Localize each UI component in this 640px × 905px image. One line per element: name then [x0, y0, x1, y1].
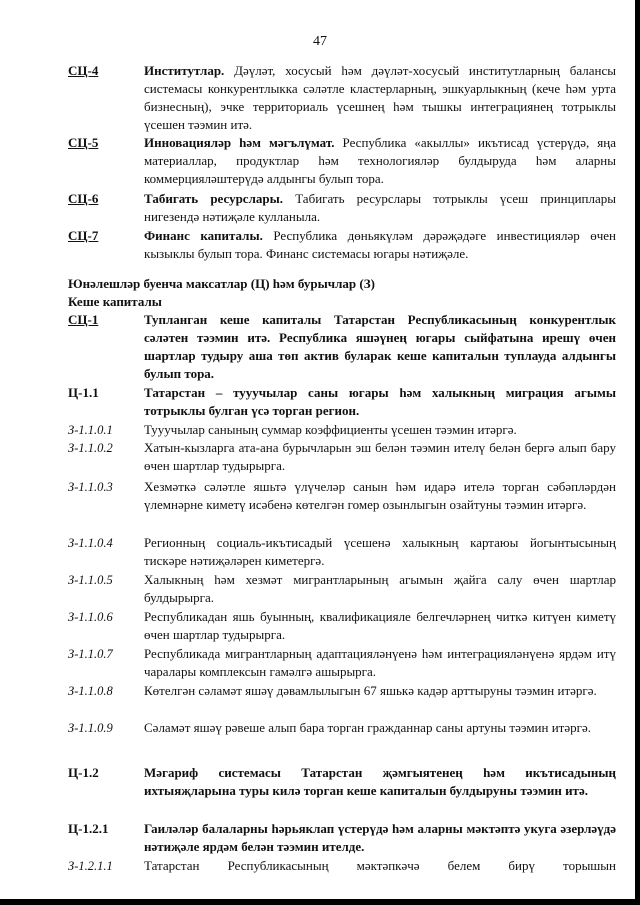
task-code: З-1.1.0.3 [68, 480, 113, 494]
task-text: Хезмәткә сәләтле яшьтә үлүчеләр санын һәм идарә ителә торган сәбәпләрдән үлемнәрне киметү исәбенә көтелгән гомер озынлыгын озайтуны тәэмин итәргә. [144, 479, 616, 512]
goal-body: Дәүләт, хосусый һәм дәүләт-хосусый институтларның балансы системасы конкурентлыкка сәләтле кластерларның, эшкуарлыкның (кече һәм урта бизнесның), эчке территориаль үсешнең һәм тышкы интеграциянең тотрыклы үсешен тәэмин итә. [144, 63, 616, 132]
goal-code: СЦ-7 [68, 228, 99, 243]
goal-text: Тупланган кеше капиталы Татарстан Республикасының конкурентлык сәләтен тәэмин итә. Республика яшәүнең югары сыйфатына ирешү өчен шартлар тудыру аша төп актив буларак кеше капиталын туплауда алдынгы булып тора. [144, 312, 616, 381]
goal-title: Табигать ресурслары. [144, 191, 284, 206]
target-code: Ц-1.2 [68, 765, 99, 780]
goal-code: СЦ-5 [68, 135, 99, 150]
target-code: Ц-1.1 [68, 385, 99, 400]
task-code: З-1.1.0.1 [68, 423, 113, 437]
task-text: Республикада мигрантларның адаптацияләнүенә һәм интеграцияләнүенә ярдәм итү чаралары комплексын гамәлгә ашырырга. [144, 646, 616, 679]
task-text: Татарстан Республикасының мәктәпкәчә белем бирү торышын [144, 858, 616, 873]
task-code: З-1.1.0.6 [68, 610, 113, 624]
task-text: Халыкның һәм хезмәт мигрантларының агымын җайга салу өчен шартлар булдырырга. [144, 572, 616, 605]
page-number: 47 [313, 34, 327, 49]
section-heading: Юнәлешләр буенча максатлар (Ц) һәм бурычлар (З) [68, 276, 375, 291]
target-text: Гаиләләр балаларны һәрьяклап үстерүдә һәм аларны мәктәптә укуга әзерләүдә нәтиҗәле ярдәм белән тәэмин ителде. [144, 821, 616, 854]
task-code: З-1.1.0.7 [68, 647, 113, 661]
goal-title: Финанс капиталы. [144, 228, 263, 243]
scan-edge-bottom [0, 899, 640, 905]
task-text: Көтелгән сәламәт яшәү дәвамлылыгын 67 яшькә кадәр арттыруны тәэмин итәргә. [144, 683, 597, 698]
goal-body: Табигать ресурслары тотрыклы үсеш принциплары нигезендә нәтиҗәле кулланыла. [144, 191, 617, 224]
target-text: Мәгариф системасы Татарстан җәмгыятенең һәм икътисадының ихтыяҗларына туры килә торган кеше капиталын булдыруны тәэмин итә. [144, 765, 616, 798]
task-text: Сәламәт яшәү рәвеше алып бара торган гражданнар саны артуны тәэмин итәргә. [144, 720, 591, 735]
task-text: Регионның социаль-икътисадый үсешенә халыкның картаюы йогынтысының тискәре нәтиҗәләрен киметергә. [144, 535, 616, 568]
subsection-heading: Кеше капиталы [68, 294, 162, 309]
task-code: З-1.1.0.2 [68, 441, 113, 455]
task-code: З-1.1.0.9 [68, 721, 113, 735]
task-code: З-1.1.0.5 [68, 573, 113, 587]
scan-edge-right [635, 0, 640, 905]
goal-text [144, 190, 616, 226]
task-code: З-1.1.0.4 [68, 536, 113, 550]
goal-title: Институтлар. [144, 63, 225, 78]
goal-text [144, 62, 616, 134]
task-text: Республикадан яшь буынның, квалификацияле белгечләрнең читкә китүен киметү өчен шартлар тудырырга. [144, 609, 616, 642]
goal-text [144, 227, 616, 263]
goal-text [144, 134, 616, 188]
goal-body: Республика «акыллы» икътисад үстерүдә, яңа материаллар, продуктлар һәм технологияләр булдыруда һәм аларны коммерцияләштерүдә алдынгы булып тора. [144, 135, 616, 186]
goal-body: Республика дөньякүләм дәрәҗәдәге инвестицияләр өчен кызыклы булып тора. Финанс системасы югары нәтиҗәле. [144, 228, 616, 261]
goal-code: СЦ-6 [68, 191, 99, 206]
task-text: Тууучылар санының суммар коэффициенты үсешен тәэмин итәргә. [144, 422, 517, 437]
goal-code: СЦ-4 [68, 63, 99, 78]
task-code: З-1.2.1.1 [68, 859, 113, 873]
target-code: Ц-1.2.1 [68, 821, 109, 836]
target-text: Татарстан – тууучылар саны югары һәм халыкның миграция агымы тотрыклы булган үсә торган регион. [144, 385, 616, 418]
task-text: Хатын-кызларга ата-ана бурычларын эш белән тәэмин ителү белән бергә алып бару өчен шартлар тудырырга. [144, 440, 616, 473]
goal-code: СЦ-1 [68, 312, 99, 327]
task-code: З-1.1.0.8 [68, 684, 113, 698]
goal-title: Инновацияләр һәм мәгълүмат. [144, 135, 335, 150]
